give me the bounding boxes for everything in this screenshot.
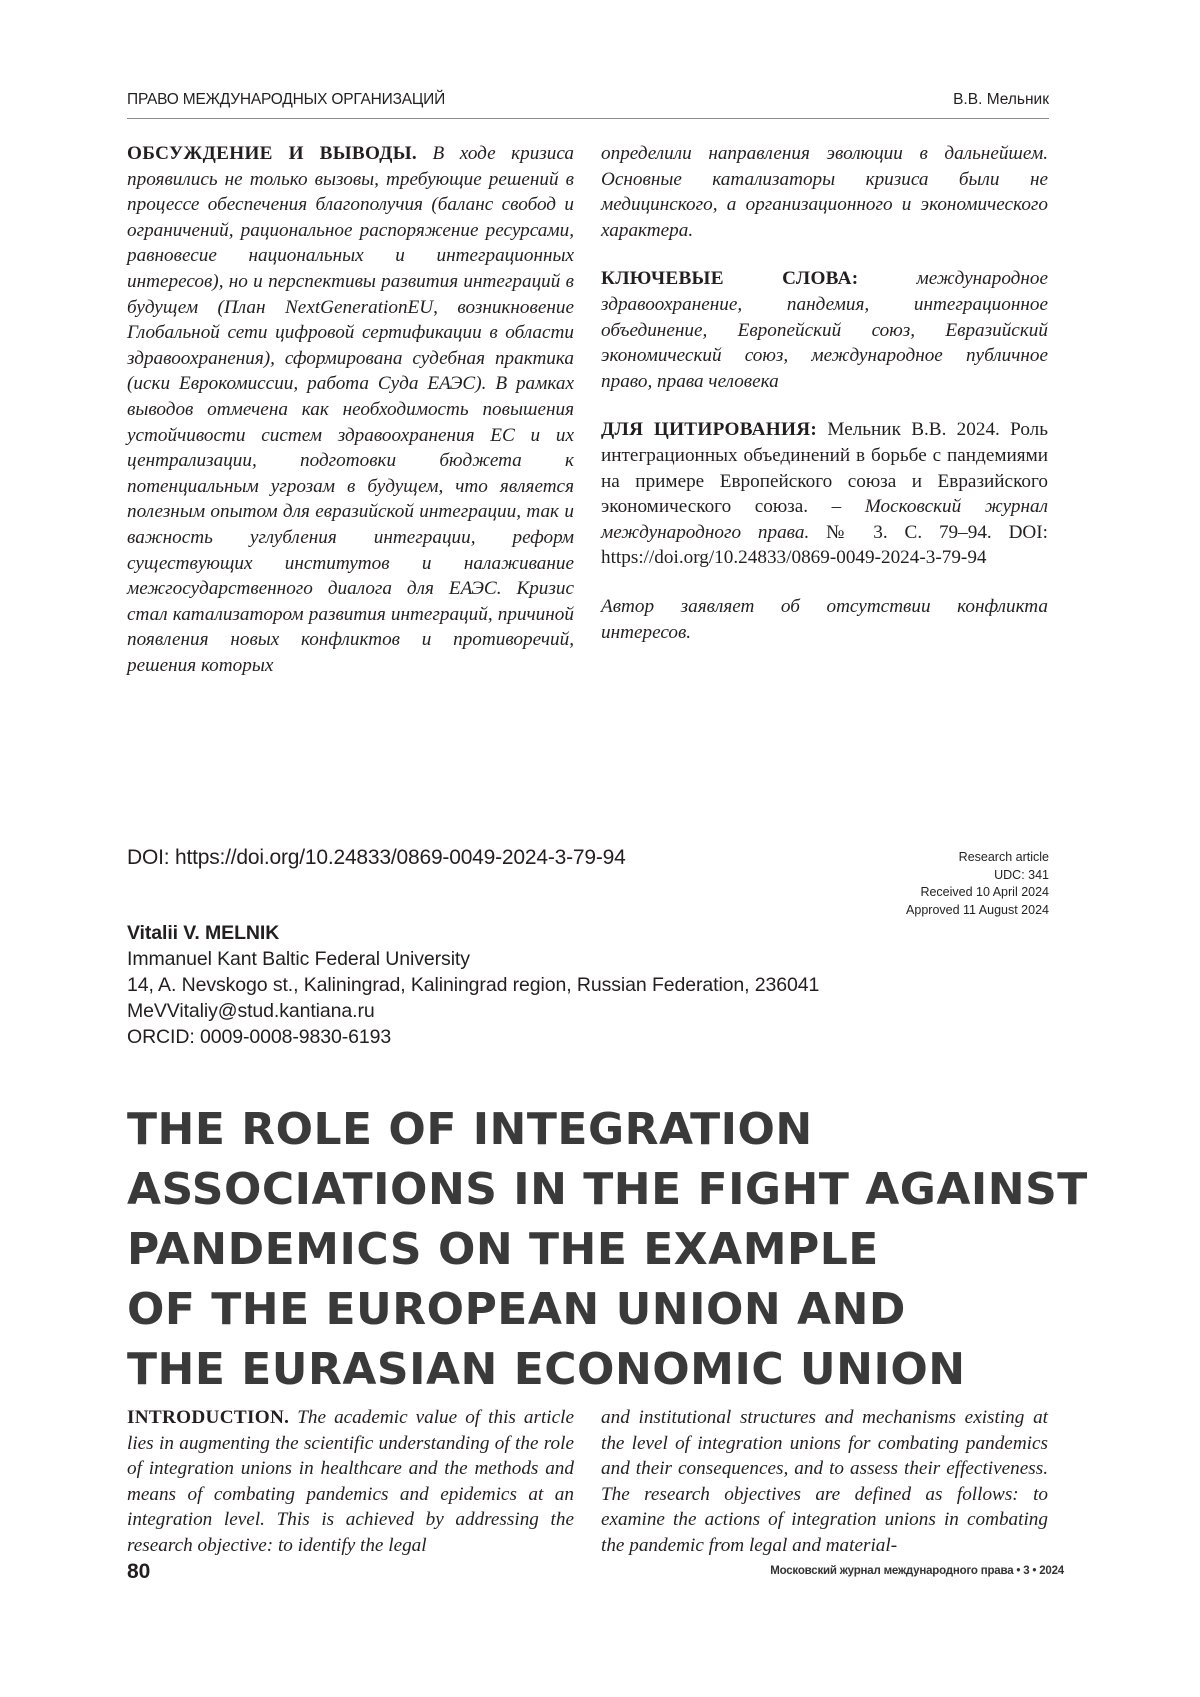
ru-abstract-right-column xyxy=(601,141,1048,668)
received-date: Received 10 April 2024 xyxy=(906,884,1049,902)
discussion-label: ОБСУЖДЕНИЕ И ВЫВОДЫ. xyxy=(127,143,417,164)
journal-footer: Московский журнал международного права • 3 • 2024 xyxy=(770,1565,1064,1577)
en-abstract-right-column xyxy=(601,1405,1048,1559)
ru-abstract-left-column xyxy=(127,141,574,678)
keywords-text: международное здравоохранение, пандемия, интеграционное объединение, Европейский союз, Евразийский экономический союз, международное публичное право, права человека xyxy=(601,268,1048,391)
keywords-label: КЛЮЧЕВЫЕ СЛОВА: xyxy=(601,268,858,289)
title-line: THE EURASIAN ECONOMIC UNION xyxy=(127,1340,1067,1400)
discussion-paragraph xyxy=(127,141,574,678)
keywords-block xyxy=(601,266,1048,394)
conflict-of-interest: Автор заявляет об отсутствии конфликта интересов. xyxy=(601,594,1048,645)
author-address: 14, A. Nevskogo st., Kaliningrad, Kaliningrad region, Russian Federation, 236041 xyxy=(127,972,819,998)
en-abstract-left-column xyxy=(127,1405,574,1559)
header-author: В.В. Мельник xyxy=(953,91,1049,109)
title-line: THE ROLE OF INTEGRATION xyxy=(127,1100,1067,1160)
introduction-label: INTRODUCTION. xyxy=(127,1407,289,1428)
introduction-paragraph xyxy=(127,1405,574,1559)
citation-label: ДЛЯ ЦИТИРОВАНИЯ: xyxy=(601,419,817,440)
approved-date: Approved 11 August 2024 xyxy=(906,902,1049,920)
discussion-text: В ходе кризиса проявились не только вызовы, требующие решений в процессе обеспечения благополучия (баланс свобод и ограничений, рациональное распоряжение ресурсами, равновесие национальных и интеграционных интересов), но и перспективы развития интеграций в будущем (План NextGenerationEU, возникновение Глобальной сети цифровой сертификации в области здравоохранения), сформирована судебная практика (иски Еврокомиссии, работа Суда ЕАЭС). В рамках выводов отмечена как необходимость повышения устойчивости систем здравоохранения ЕС и их централизации, подготовки бюджета к потенциальным угрозам в будущем, что является полезным опытом для евразийской интеграции, так и важность углубления интеграции, реформ существующих институтов и налаживание межгосударственного диалога для ЕАЭС. Кризис стал катализатором развития интеграций, причиной появления новых конфликтов и противоречий, решения которых xyxy=(127,143,574,676)
title-line: PANDEMICS ON THE EXAMPLE xyxy=(127,1220,1067,1280)
citation-block xyxy=(601,417,1048,571)
citation-journal: Московский журнал международного права. xyxy=(601,496,1048,543)
article-meta xyxy=(906,849,1049,919)
title-line: ASSOCIATIONS IN THE FIGHT AGAINST xyxy=(127,1160,1067,1220)
citation-text: Мельник В.В. 2024. Роль интеграционных объединений в борьбе с пандемиями на примере Европейского союза и Евразийского экономического союза. – xyxy=(601,419,1048,517)
journal-page xyxy=(0,0,1200,1697)
article-type: Research article xyxy=(906,849,1049,867)
citation-doi: № 3. С. 79–94. DOI: https://doi.org/10.24833/0869-0049-2024-3-79-94 xyxy=(601,522,1048,569)
article-title-en xyxy=(127,1100,1067,1400)
section-title: ПРАВО МЕЖДУНАРОДНЫХ ОРГАНИЗАЦИЙ xyxy=(127,91,445,109)
author-affiliation: Immanuel Kant Baltic Federal University xyxy=(127,946,819,972)
introduction-text: The academic value of this article lies in augmenting the scientific understanding of the role of integration unions in healthcare and the methods and means of combating pandemics and epidemics at an integration level. This is achieved by addressing the research objective: to identify the legal xyxy=(127,1407,574,1556)
title-line: OF THE EUROPEAN UNION AND xyxy=(127,1280,1067,1340)
doi-link[interactable]: DOI: https://doi.org/10.24833/0869-0049-2024-3-79-94 xyxy=(127,846,626,870)
author-orcid: ORCID: 0009-0008-9830-6193 xyxy=(127,1024,819,1050)
author-block xyxy=(127,920,819,1050)
udc: UDC: 341 xyxy=(906,867,1049,885)
discussion-continuation: определили направления эволюции в дальнейшем. Основные катализаторы кризиса были не медицинского, а организационного и экономического характера. xyxy=(601,141,1048,243)
running-header xyxy=(127,88,1049,119)
author-email[interactable]: MeVVitaliy@stud.kantiana.ru xyxy=(127,998,819,1024)
author-name: Vitalii V. MELNIK xyxy=(127,920,819,946)
page-number: 80 xyxy=(127,1560,150,1584)
introduction-continuation: and institutional structures and mechanisms existing at the level of integration unions for combating pandemics and their consequences, and to assess their effectiveness. The research objectives are defined as follows: to examine the actions of integration unions in combating the pandemic from legal and material- xyxy=(601,1405,1048,1559)
